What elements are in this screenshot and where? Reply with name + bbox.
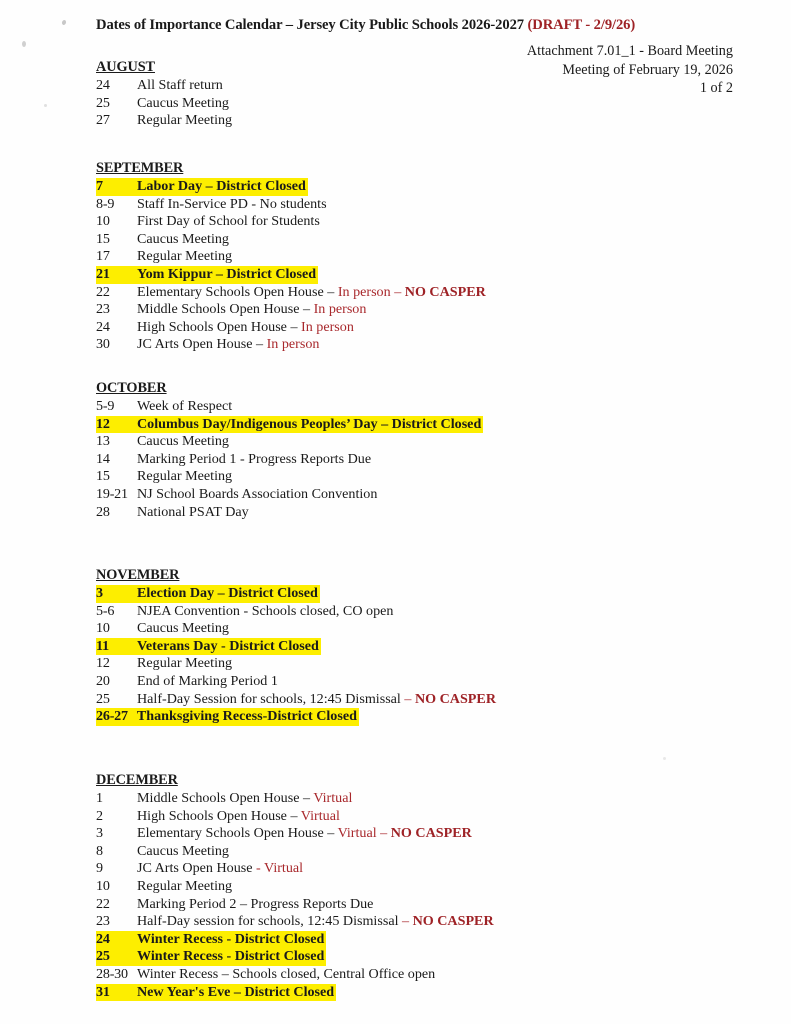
event-date: 12 (96, 655, 110, 672)
event-description: Caucus Meeting (137, 433, 229, 450)
event-description (137, 691, 496, 709)
event-date: 28-30 (96, 965, 128, 982)
event-date: 9 (96, 860, 103, 877)
event-date: 28 (96, 503, 110, 520)
event-text-segment: Half-Day session for schools, 12:45 Dismissal (137, 913, 403, 930)
event-date: 13 (96, 433, 110, 450)
calendar-row (96, 451, 371, 469)
event-description: Winter Recess - District Closed (137, 930, 325, 947)
event-date: 23 (96, 301, 110, 318)
event-description (137, 860, 303, 878)
event-text-segment: NO CASPER (390, 825, 472, 842)
event-text-segment: – (302, 790, 314, 806)
event-date: 2 (96, 807, 103, 824)
calendar-row (96, 398, 232, 416)
event-text-segment: High Schools Open House (137, 318, 291, 335)
event-description: Week of Respect (137, 398, 233, 414)
event-date: 19-21 (96, 485, 128, 502)
month-heading: OCTOBER (96, 380, 167, 396)
event-description: NJ School Boards Association Convention (137, 485, 378, 502)
month-block-december (96, 771, 494, 1001)
event-date: 15 (96, 468, 110, 485)
month-block-november (96, 566, 496, 726)
event-date: 31 (96, 983, 110, 1000)
page-number: 1 of 2 (699, 80, 733, 97)
event-date: 8 (96, 842, 103, 859)
event-text-segment: – (327, 825, 338, 842)
event-description: Regular Meeting (137, 248, 233, 265)
calendar-row (96, 638, 321, 656)
event-date: 22 (96, 895, 110, 912)
calendar-row (96, 931, 326, 949)
event-date: 25 (96, 94, 110, 111)
calendar-row (96, 620, 229, 638)
event-description: First Day of School for Students (137, 213, 320, 230)
calendar-row (96, 878, 232, 896)
event-date: 1 (96, 790, 103, 806)
event-date: 11 (96, 637, 109, 654)
calendar-row (96, 284, 486, 302)
attachment-line-2: Meeting of February 19, 2026 (562, 61, 733, 78)
calendar-row (96, 231, 229, 249)
event-description: Election Day – District Closed (137, 585, 318, 601)
event-date: 27 (96, 112, 110, 129)
event-description: Veterans Day - District Closed (137, 637, 319, 654)
event-description: Marking Period 2 – Progress Reports Due (137, 895, 374, 912)
event-text-segment: Virtual (337, 825, 381, 842)
calendar-row (96, 213, 320, 231)
month-heading: SEPTEMBER (96, 160, 184, 176)
event-description: Caucus Meeting (137, 842, 229, 859)
event-text-segment: Half-Day Session for schools, 12:45 Dismissal (137, 690, 405, 707)
calendar-row (96, 966, 435, 984)
event-text-segment: Virtual (263, 860, 304, 877)
calendar-row (96, 196, 327, 214)
calendar-row (96, 336, 319, 354)
event-date: 24 (96, 930, 110, 947)
event-description (137, 913, 494, 931)
event-date: 30 (96, 336, 110, 353)
calendar-row (96, 585, 320, 603)
calendar-row (96, 913, 494, 931)
month-heading: NOVEMBER (96, 567, 180, 583)
event-date: 7 (96, 178, 103, 194)
event-text-segment: Virtual (300, 807, 340, 824)
calendar-row (96, 112, 232, 130)
event-description: Regular Meeting (137, 877, 233, 894)
event-date: 15 (96, 230, 110, 247)
scan-speck (44, 104, 47, 107)
calendar-row (96, 948, 326, 966)
event-text-segment: In person (301, 318, 354, 335)
attachment-line-1: Attachment 7.01_1 - Board Meeting (526, 43, 733, 59)
event-description (137, 808, 340, 826)
page-title-main: Dates of Importance Calendar – Jersey City Public Schools 2026-2027 (96, 17, 524, 33)
event-date: 23 (96, 913, 110, 930)
calendar-row (96, 95, 229, 113)
event-description (137, 790, 352, 808)
calendar-row (96, 77, 223, 95)
month-heading: AUGUST (96, 59, 155, 75)
calendar-row (96, 808, 340, 826)
event-text-segment: NO CASPER (414, 690, 496, 707)
event-description: Regular Meeting (137, 655, 233, 672)
event-text-segment: Elementary Schools Open House (137, 825, 328, 842)
month-block-september (96, 159, 486, 354)
month-block-august (96, 58, 232, 130)
calendar-row (96, 319, 354, 337)
event-text-segment: High Schools Open House (137, 807, 291, 824)
scan-speck (22, 41, 26, 47)
month-block-october (96, 379, 483, 521)
event-text-segment: Middle Schools Open House (137, 790, 303, 806)
scan-speck (61, 19, 66, 25)
scan-speck (663, 757, 666, 760)
event-description: Yom Kippur – District Closed (137, 265, 317, 282)
event-text-segment: – (394, 283, 405, 300)
event-date: 22 (96, 283, 110, 300)
event-text-segment: – (404, 690, 415, 707)
event-date: 21 (96, 265, 110, 282)
calendar-row (96, 433, 229, 451)
calendar-row (96, 416, 483, 434)
calendar-row (96, 896, 373, 914)
event-date: 3 (96, 825, 103, 842)
draft-label: (DRAFT - 2/9/26) (527, 17, 636, 33)
event-date: 24 (96, 77, 110, 93)
event-date: 8-9 (96, 195, 115, 212)
event-description (137, 284, 486, 302)
calendar-row (96, 825, 472, 843)
event-date: 20 (96, 672, 110, 689)
event-date: 5-9 (96, 398, 115, 414)
event-description: Caucus Meeting (137, 94, 229, 111)
event-text-segment: NO CASPER (404, 283, 486, 300)
event-description: Staff In-Service PD - No students (137, 195, 327, 212)
event-date: 17 (96, 248, 110, 265)
event-text-segment: Virtual (313, 790, 353, 806)
event-text-segment: In person (313, 301, 367, 318)
calendar-row (96, 178, 308, 196)
calendar-row (96, 708, 359, 726)
event-date: 26-27 (96, 708, 128, 725)
event-date: 10 (96, 877, 110, 894)
event-description (137, 825, 472, 843)
event-description: Columbus Day/Indigenous Peoples’ Day – District Closed (137, 415, 482, 432)
event-text-segment: JC Arts Open House (137, 336, 257, 353)
calendar-row (96, 504, 249, 522)
event-text-segment: – (290, 807, 301, 824)
event-text-segment: NO CASPER (412, 913, 494, 930)
event-description: NJEA Convention - Schools closed, CO open (137, 602, 394, 619)
event-text-segment: - (256, 860, 264, 877)
event-date: 10 (96, 213, 110, 230)
month-heading: DECEMBER (96, 772, 178, 788)
event-text-segment: – (327, 283, 338, 300)
calendar-row (96, 248, 232, 266)
event-description (137, 319, 354, 337)
event-text-segment: Elementary Schools Open House (137, 283, 328, 300)
event-date: 12 (96, 415, 110, 432)
calendar-row (96, 860, 303, 878)
calendar-row (96, 673, 278, 691)
event-text-segment: – (380, 825, 391, 842)
event-description: National PSAT Day (137, 503, 249, 520)
event-description: Winter Recess - District Closed (137, 948, 325, 965)
calendar-row (96, 984, 336, 1002)
calendar-row (96, 790, 352, 808)
event-description: All Staff return (137, 77, 223, 93)
event-description: Winter Recess – Schools closed, Central Office open (137, 965, 436, 982)
event-description: Labor Day – District Closed (137, 178, 306, 194)
calendar-row (96, 266, 318, 284)
event-text-segment: Middle Schools Open House (137, 301, 303, 318)
calendar-row (96, 301, 366, 319)
event-description: Marking Period 1 - Progress Reports Due (137, 450, 372, 467)
event-text-segment: – (290, 318, 302, 335)
event-description (137, 336, 319, 354)
event-date: 5-6 (96, 602, 115, 619)
calendar-row (96, 843, 229, 861)
calendar-row (96, 655, 232, 673)
event-description (137, 301, 366, 319)
event-text-segment: – (256, 336, 267, 353)
event-date: 10 (96, 620, 110, 637)
event-description: Regular Meeting (137, 468, 233, 485)
calendar-row (96, 486, 377, 504)
calendar-row (96, 468, 232, 486)
attachment-info (527, 42, 733, 98)
calendar-row (96, 691, 496, 709)
event-date: 14 (96, 450, 110, 467)
event-description: Thanksgiving Recess-District Closed (136, 708, 357, 725)
event-description: Caucus Meeting (137, 620, 229, 637)
event-date: 24 (96, 318, 110, 335)
event-date: 25 (96, 690, 110, 707)
event-description: Caucus Meeting (137, 230, 229, 247)
event-date: 3 (96, 585, 103, 601)
page-title (96, 17, 635, 34)
event-date: 25 (96, 948, 110, 965)
event-text-segment: – (302, 301, 314, 318)
calendar-row (96, 603, 393, 621)
event-text-segment: In person (337, 283, 395, 300)
event-description: New Year's Eve – District Closed (137, 983, 335, 1000)
event-description: Regular Meeting (137, 112, 233, 129)
event-text-segment: JC Arts Open House (137, 860, 257, 877)
event-text-segment: – (402, 913, 413, 930)
event-text-segment: In person (266, 336, 320, 353)
event-description: End of Marking Period 1 (137, 672, 278, 689)
